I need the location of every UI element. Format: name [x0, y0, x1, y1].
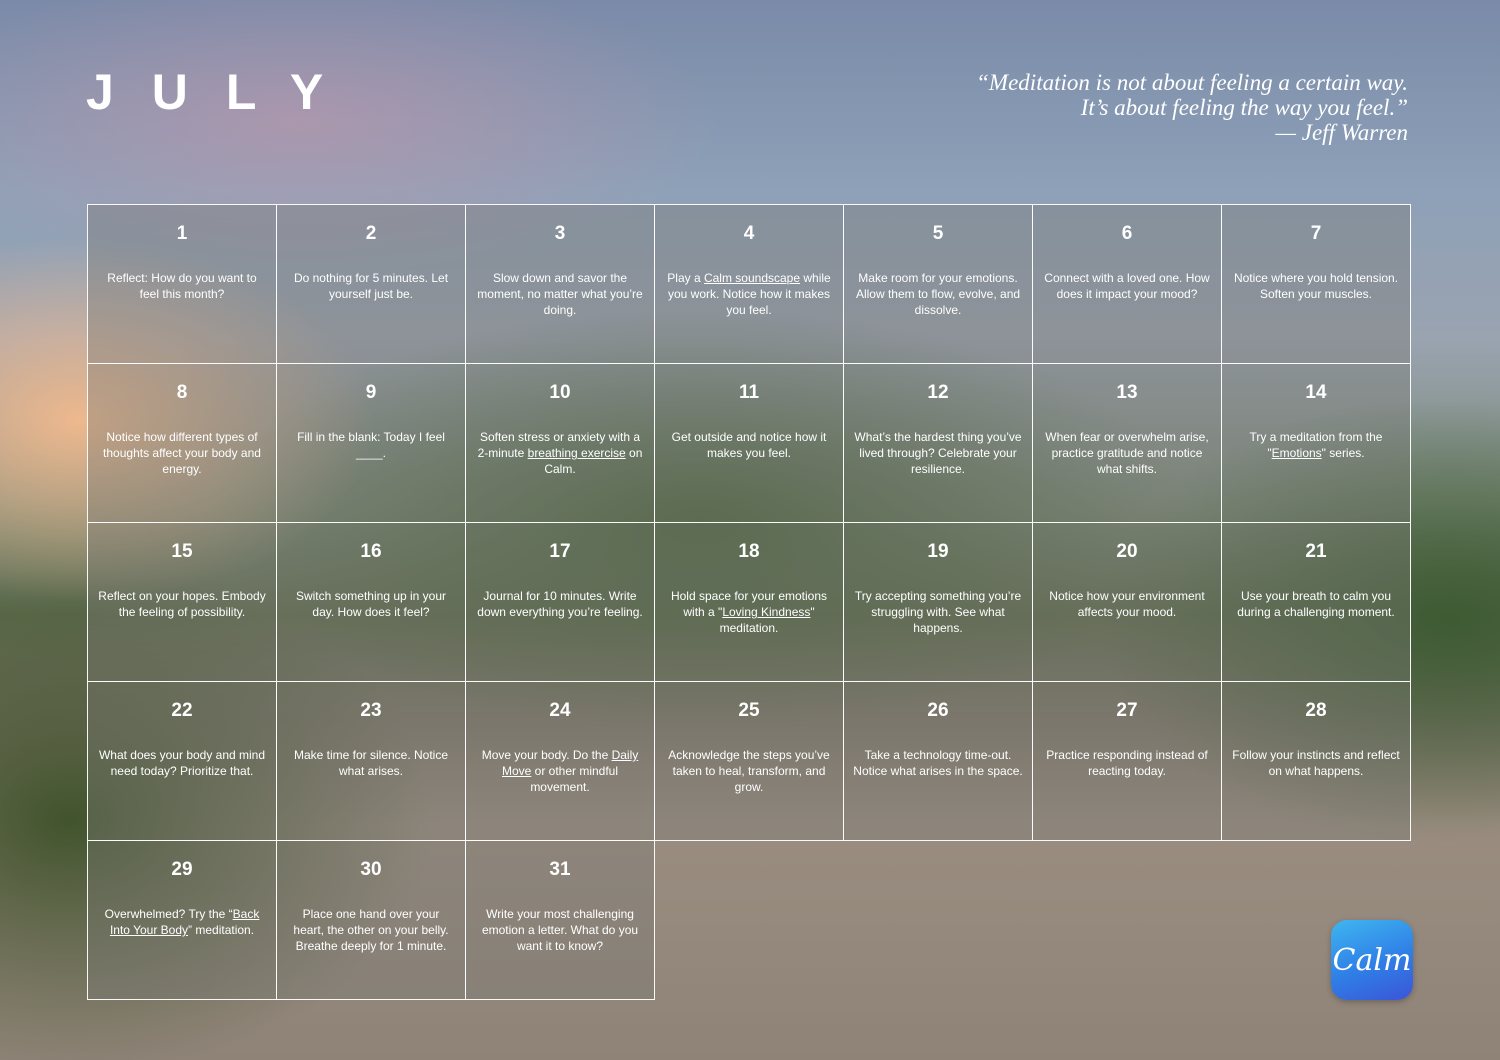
- prompt-text: Fill in the blank: Today I feel ____.: [297, 430, 445, 460]
- day-prompt: [97, 429, 267, 477]
- day-number: 7: [1310, 223, 1322, 244]
- day-prompt: [853, 429, 1023, 477]
- day-prompt: [1231, 747, 1401, 779]
- prompt-text: Do nothing for 5 minutes. Let yourself just be.: [293, 271, 449, 301]
- calendar-day-7: [1221, 204, 1411, 364]
- day-prompt: [1231, 270, 1401, 302]
- calendar-day-23: [276, 681, 466, 841]
- calendar-day-10: [465, 363, 655, 523]
- day-number: 18: [738, 541, 760, 562]
- day-number: 17: [549, 541, 571, 562]
- calendar-day-6: [1032, 204, 1222, 364]
- prompt-text: Acknowledge the steps you’ve taken to heal, transform, and grow.: [668, 748, 830, 794]
- calendar-day-3: [465, 204, 655, 364]
- quote-line-2: It’s about feeling the way you feel.”: [1080, 95, 1408, 120]
- day-prompt: [286, 906, 456, 954]
- prompt-text: or other mindful movement.: [530, 764, 619, 794]
- prompt-text: Make time for silence. Notice what arises.: [293, 748, 449, 778]
- prompt-text: What does your body and mind need today? Prioritize that.: [98, 748, 266, 778]
- prompt-link[interactable]: Daily Move: [501, 748, 639, 778]
- calendar-grid: [87, 204, 1413, 999]
- day-prompt: [97, 747, 267, 779]
- prompt-text: " meditation.: [719, 605, 815, 635]
- prompt-text: Reflect: How do you want to feel this month?: [107, 271, 257, 301]
- day-number: 2: [365, 223, 377, 244]
- calendar-day-26: [843, 681, 1033, 841]
- day-number: 22: [171, 700, 193, 721]
- prompt-text: Journal for 10 minutes. Write down everything you’re feeling.: [477, 589, 643, 619]
- day-number: 25: [738, 700, 760, 721]
- day-number: 20: [1116, 541, 1138, 562]
- calm-logo: Calm: [1331, 920, 1413, 1000]
- day-number: 23: [360, 700, 382, 721]
- quote-author: — Jeff Warren: [1275, 120, 1408, 145]
- prompt-text: When fear or overwhelm arise, practice gratitude and notice what shifts.: [1045, 430, 1209, 476]
- day-number: 27: [1116, 700, 1138, 721]
- calendar-day-29: [87, 840, 277, 1000]
- day-prompt: [475, 429, 645, 477]
- calendar-day-8: [87, 363, 277, 523]
- prompt-text: Follow your instincts and reflect on what happens.: [1232, 748, 1400, 778]
- day-prompt: [1042, 588, 1212, 620]
- calendar-day-5: [843, 204, 1033, 364]
- day-prompt: [97, 270, 267, 302]
- prompt-text: Try accepting something you’re struggling with. See what happens.: [854, 589, 1022, 635]
- prompt-text: Take a technology time-out. Notice what arises in the space.: [853, 748, 1023, 778]
- calendar-day-20: [1032, 522, 1222, 682]
- day-number: 29: [171, 859, 193, 880]
- calendar-day-30: [276, 840, 466, 1000]
- calendar-day-17: [465, 522, 655, 682]
- calendar-day-14: [1221, 363, 1411, 523]
- prompt-text: " series.: [1321, 446, 1365, 460]
- calendar-day-9: [276, 363, 466, 523]
- day-number: 1: [176, 223, 188, 244]
- prompt-text: while you work. Notice how it makes you feel.: [667, 271, 831, 317]
- day-prompt: [286, 747, 456, 779]
- prompt-link[interactable]: breathing exercise: [527, 446, 626, 460]
- calendar-day-16: [276, 522, 466, 682]
- calendar-day-11: [654, 363, 844, 523]
- day-number: 9: [365, 382, 377, 403]
- month-title: JULY: [86, 64, 362, 120]
- calendar-day-31: [465, 840, 655, 1000]
- prompt-link[interactable]: Calm soundscape: [703, 271, 801, 285]
- day-number: 4: [743, 223, 755, 244]
- day-number: 8: [176, 382, 188, 403]
- calendar-day-12: [843, 363, 1033, 523]
- day-prompt: [475, 588, 645, 620]
- prompt-text: Soften stress or anxiety with a 2-minute: [477, 430, 641, 460]
- day-number: 21: [1305, 541, 1327, 562]
- day-prompt: [664, 429, 834, 461]
- prompt-text: Switch something up in your day. How does it feel?: [295, 589, 447, 619]
- day-number: 28: [1305, 700, 1327, 721]
- calendar-day-13: [1032, 363, 1222, 523]
- day-prompt: [286, 270, 456, 302]
- day-number: 26: [927, 700, 949, 721]
- day-prompt: [853, 270, 1023, 318]
- day-prompt: [286, 588, 456, 620]
- day-prompt: [1042, 747, 1212, 779]
- prompt-text: Slow down and savor the moment, no matter what you’re doing.: [477, 271, 643, 317]
- prompt-link[interactable]: Emotions: [1271, 446, 1322, 460]
- day-prompt: [664, 747, 834, 795]
- prompt-text: Make room for your emotions. Allow them to flow, evolve, and dissolve.: [855, 271, 1021, 317]
- day-number: 16: [360, 541, 382, 562]
- prompt-text: Try a meditation from the ": [1249, 430, 1383, 460]
- day-prompt: [475, 906, 645, 954]
- day-prompt: [97, 588, 267, 620]
- prompt-link[interactable]: Back Into Your Body: [109, 907, 260, 937]
- prompt-text: Connect with a loved one. How does it impact your mood?: [1044, 271, 1210, 301]
- quote-line-1: “Meditation is not about feeling a certain way.: [976, 70, 1408, 95]
- day-number: 19: [927, 541, 949, 562]
- calendar-day-19: [843, 522, 1033, 682]
- prompt-text: on Calm.: [544, 446, 643, 476]
- calendar-day-27: [1032, 681, 1222, 841]
- day-number: 10: [549, 382, 571, 403]
- day-number: 5: [932, 223, 944, 244]
- prompt-text: Reflect on your hopes. Embody the feeling of possibility.: [98, 589, 266, 619]
- prompt-text: ” meditation.: [188, 923, 255, 937]
- calendar-day-18: [654, 522, 844, 682]
- day-number: 15: [171, 541, 193, 562]
- calendar-day-22: [87, 681, 277, 841]
- day-prompt: [1231, 429, 1401, 461]
- calendar-day-1: [87, 204, 277, 364]
- prompt-text: Notice where you hold tension. Soften your muscles.: [1233, 271, 1399, 301]
- day-number: 31: [549, 859, 571, 880]
- prompt-text: Notice how your environment affects your mood.: [1049, 589, 1205, 619]
- day-prompt: [664, 270, 834, 318]
- day-number: 11: [738, 382, 760, 403]
- prompt-text: What’s the hardest thing you’ve lived through? Celebrate your resilience.: [854, 430, 1022, 476]
- calendar-day-21: [1221, 522, 1411, 682]
- day-number: 30: [360, 859, 382, 880]
- calendar-day-4: [654, 204, 844, 364]
- prompt-text: Overwhelmed? Try the “: [104, 907, 233, 921]
- day-number: 13: [1116, 382, 1138, 403]
- day-number: 6: [1121, 223, 1133, 244]
- day-prompt: [97, 906, 267, 938]
- day-number: 24: [549, 700, 571, 721]
- calendar-day-24: [465, 681, 655, 841]
- prompt-text: Use your breath to calm you during a challenging moment.: [1237, 589, 1395, 619]
- day-prompt: [1042, 429, 1212, 477]
- day-prompt: [475, 270, 645, 318]
- day-number: 3: [554, 223, 566, 244]
- day-prompt: [853, 747, 1023, 779]
- calendar-day-2: [276, 204, 466, 364]
- calendar-day-15: [87, 522, 277, 682]
- day-prompt: [475, 747, 645, 795]
- prompt-text: Write your most challenging emotion a letter. What do you want it to know?: [481, 907, 639, 953]
- prompt-text: Hold space for your emotions with a ": [670, 589, 828, 619]
- day-prompt: [1042, 270, 1212, 302]
- day-number: 14: [1305, 382, 1327, 403]
- prompt-text: Play a: [667, 271, 704, 285]
- calendar-day-25: [654, 681, 844, 841]
- prompt-text: Practice responding instead of reacting today.: [1046, 748, 1208, 778]
- quote: [848, 70, 1408, 145]
- prompt-text: Notice how different types of thoughts affect your body and energy.: [103, 430, 261, 476]
- calendar-day-28: [1221, 681, 1411, 841]
- prompt-text: Get outside and notice how it makes you feel.: [671, 430, 827, 460]
- day-prompt: [1231, 588, 1401, 620]
- prompt-link[interactable]: Loving Kindness: [722, 605, 811, 619]
- day-prompt: [664, 588, 834, 636]
- day-prompt: [286, 429, 456, 461]
- prompt-text: Place one hand over your heart, the other on your belly. Breathe deeply for 1 minute.: [293, 907, 449, 953]
- prompt-text: Move your body. Do the: [481, 748, 612, 762]
- day-number: 12: [927, 382, 949, 403]
- day-prompt: [853, 588, 1023, 636]
